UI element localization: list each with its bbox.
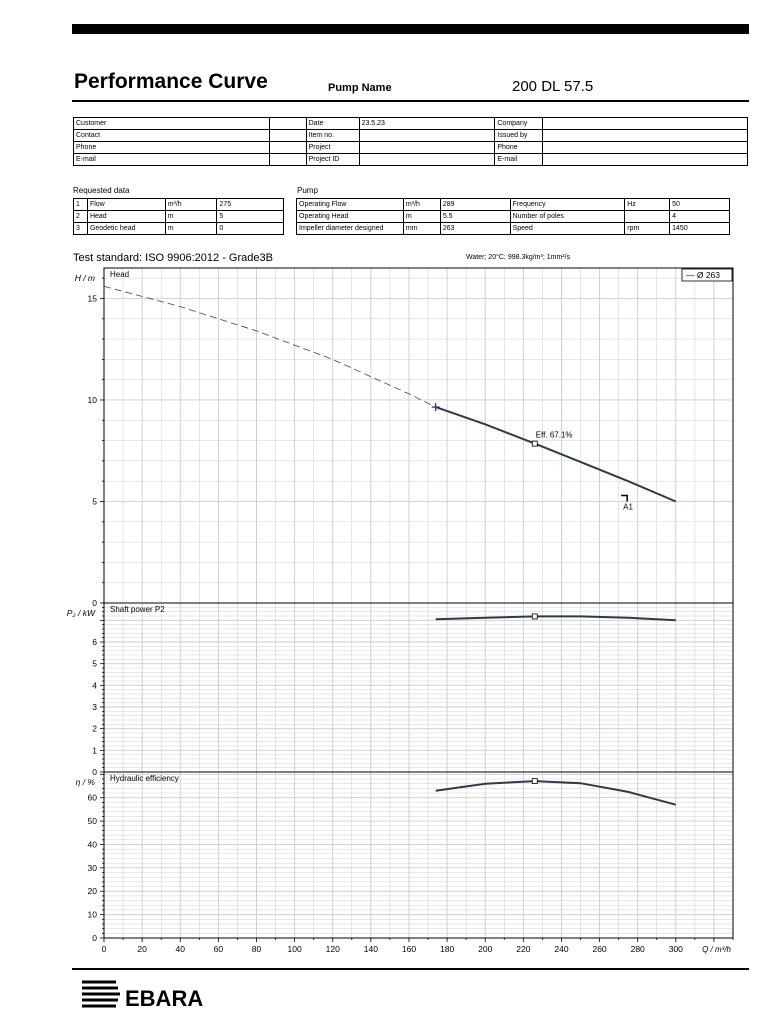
ebara-logo-icon xyxy=(80,978,220,1014)
table-cell: m³/h xyxy=(403,199,440,211)
y-tick-label: 6 xyxy=(92,637,97,647)
table-cell: Head xyxy=(87,211,165,223)
table-cell xyxy=(269,142,306,154)
water-note: Water; 20°C; 998.3kg/m³; 1mm²/s xyxy=(466,254,571,261)
brand-name: EBARA xyxy=(125,986,204,1011)
table-cell: Date xyxy=(306,118,359,130)
table-row xyxy=(74,199,284,211)
pump-label: Pump xyxy=(297,186,318,195)
table-cell: Customer xyxy=(74,118,270,130)
table-cell: 2 xyxy=(74,211,88,223)
table-cell: E-mail xyxy=(74,154,270,166)
table-row xyxy=(74,130,748,142)
y-tick-label: 40 xyxy=(87,839,97,850)
x-tick-label: 240 xyxy=(554,944,569,954)
x-tick-label: 280 xyxy=(630,944,645,954)
table-cell xyxy=(543,142,748,154)
table-cell: mm xyxy=(403,223,440,235)
table-cell xyxy=(543,118,748,130)
table-cell: Project ID xyxy=(306,154,359,166)
performance-chart xyxy=(0,260,768,960)
table-cell: Operating Head xyxy=(297,211,404,223)
info-table xyxy=(73,117,748,166)
table-cell: Impeller diameter designed xyxy=(297,223,404,235)
table-cell: Flow xyxy=(87,199,165,211)
table-row xyxy=(74,118,748,130)
operating-point xyxy=(532,779,537,784)
table-cell: 1 xyxy=(74,199,88,211)
requested-point-marker xyxy=(621,495,627,501)
table-row xyxy=(74,142,748,154)
y-tick-label: 0 xyxy=(92,933,97,943)
test-standard: Test standard: ISO 9906:2012 - Grade3B xyxy=(73,252,273,264)
table-cell: m³/h xyxy=(165,199,217,211)
table-cell: 263 xyxy=(440,223,510,235)
x-tick-label: 0 xyxy=(101,944,107,954)
y-tick-label: 5 xyxy=(92,658,97,669)
requested-data-label: Requested data xyxy=(73,186,130,195)
table-cell: rpm xyxy=(625,223,670,235)
y-tick-label: 10 xyxy=(87,394,97,405)
table-cell: Number of poles xyxy=(510,211,625,223)
x-tick-label: 220 xyxy=(516,944,531,954)
table-row xyxy=(74,223,284,235)
table-row xyxy=(297,211,730,223)
x-tick-label: 200 xyxy=(478,944,493,954)
y-tick-label: 0 xyxy=(92,767,97,777)
x-tick-label: 260 xyxy=(592,944,607,954)
panel-frame xyxy=(104,603,733,772)
table-cell: m xyxy=(165,211,217,223)
table-cell: m xyxy=(165,223,217,235)
pump-name-label: Pump Name xyxy=(328,82,392,94)
table-cell: 0 xyxy=(217,223,284,235)
table-cell: m xyxy=(403,211,440,223)
requested-point-label: A1 xyxy=(623,502,633,512)
y-tick-label: 0 xyxy=(92,598,97,608)
y-tick-label: 60 xyxy=(87,792,97,803)
panel-title: Head xyxy=(110,270,130,279)
footer-rule xyxy=(72,968,749,970)
table-row xyxy=(297,223,730,235)
table-cell: 275 xyxy=(217,199,284,211)
x-tick-label: 20 xyxy=(137,944,147,954)
table-cell xyxy=(543,130,748,142)
operating-point xyxy=(532,441,537,446)
x-tick-label: 100 xyxy=(287,944,302,954)
table-cell: 5 xyxy=(217,211,284,223)
table-cell: Item no. xyxy=(306,130,359,142)
x-tick-label: 180 xyxy=(439,944,455,954)
table-cell xyxy=(625,211,670,223)
series-line xyxy=(436,616,676,620)
x-tick-label: 60 xyxy=(213,944,224,954)
table-cell: 3 xyxy=(74,223,88,235)
y-axis-label: P₂ / kW xyxy=(66,608,95,618)
table-cell xyxy=(543,154,748,166)
series-line xyxy=(104,286,436,407)
requested-data-table xyxy=(73,198,284,235)
table-cell: 50 xyxy=(670,199,730,211)
table-row xyxy=(74,211,284,223)
pump-table xyxy=(296,198,730,235)
panel-frame xyxy=(104,268,733,603)
y-tick-label: 20 xyxy=(87,886,97,897)
table-row xyxy=(74,154,748,166)
table-cell: 1450 xyxy=(670,223,730,235)
panel-frame xyxy=(104,772,733,938)
table-cell: Speed xyxy=(510,223,625,235)
table-cell: 4 xyxy=(670,211,730,223)
table-cell: Company xyxy=(495,118,543,130)
y-tick-label: 10 xyxy=(87,909,97,920)
efficiency-annotation: Eff. 67.1% xyxy=(535,430,573,440)
x-tick-label: 160 xyxy=(401,944,417,954)
table-cell: Frequency xyxy=(510,199,625,211)
y-tick-label: 3 xyxy=(92,702,97,712)
y-tick-label: 4 xyxy=(92,680,97,691)
y-tick-label: 50 xyxy=(87,816,97,827)
y-axis-label: η / % xyxy=(75,777,95,787)
table-row xyxy=(297,199,730,211)
table-cell: Hz xyxy=(625,199,670,211)
table-cell: Operating Flow xyxy=(297,199,404,211)
header-rule xyxy=(72,100,749,102)
panel-title: Shaft power P2 xyxy=(110,605,165,614)
x-tick-label: 300 xyxy=(668,944,683,954)
table-cell: Contact xyxy=(74,130,270,142)
table-cell: Issued by xyxy=(495,130,543,142)
table-cell xyxy=(359,142,495,154)
table-cell xyxy=(359,154,495,166)
y-tick-label: 5 xyxy=(92,496,97,507)
x-axis-label: Q / m³/h xyxy=(702,945,731,954)
table-cell: 289 xyxy=(440,199,510,211)
y-tick-label: 30 xyxy=(87,862,97,873)
pump-name-value: 200 DL 57.5 xyxy=(512,78,594,95)
table-cell: Phone xyxy=(74,142,270,154)
x-tick-label: 40 xyxy=(175,944,185,954)
table-cell xyxy=(269,154,306,166)
table-cell: 23.5.23 xyxy=(359,118,495,130)
page-title: Performance Curve xyxy=(74,70,268,93)
legend-entry: — Ø 263 xyxy=(686,270,721,280)
operating-point xyxy=(532,614,537,619)
table-cell xyxy=(359,130,495,142)
table-cell xyxy=(269,118,306,130)
table-cell: Phone xyxy=(495,142,543,154)
x-tick-label: 120 xyxy=(325,944,340,954)
top-bar xyxy=(72,24,749,34)
y-tick-label: 1 xyxy=(92,745,97,756)
series-line xyxy=(436,407,676,501)
panel-title: Hydraulic efficiency xyxy=(110,774,179,783)
y-axis-label: H / m xyxy=(74,273,95,283)
x-tick-label: 140 xyxy=(363,944,378,954)
brand-logo xyxy=(80,978,220,1019)
table-cell: Geodetic head xyxy=(87,223,165,235)
table-cell xyxy=(269,130,306,142)
y-tick-label: 2 xyxy=(92,723,97,734)
table-cell: E-mail xyxy=(495,154,543,166)
x-tick-label: 80 xyxy=(251,944,262,954)
table-cell: 5.5 xyxy=(440,211,510,223)
table-cell: Project xyxy=(306,142,359,154)
y-tick-label: 15 xyxy=(87,293,97,304)
